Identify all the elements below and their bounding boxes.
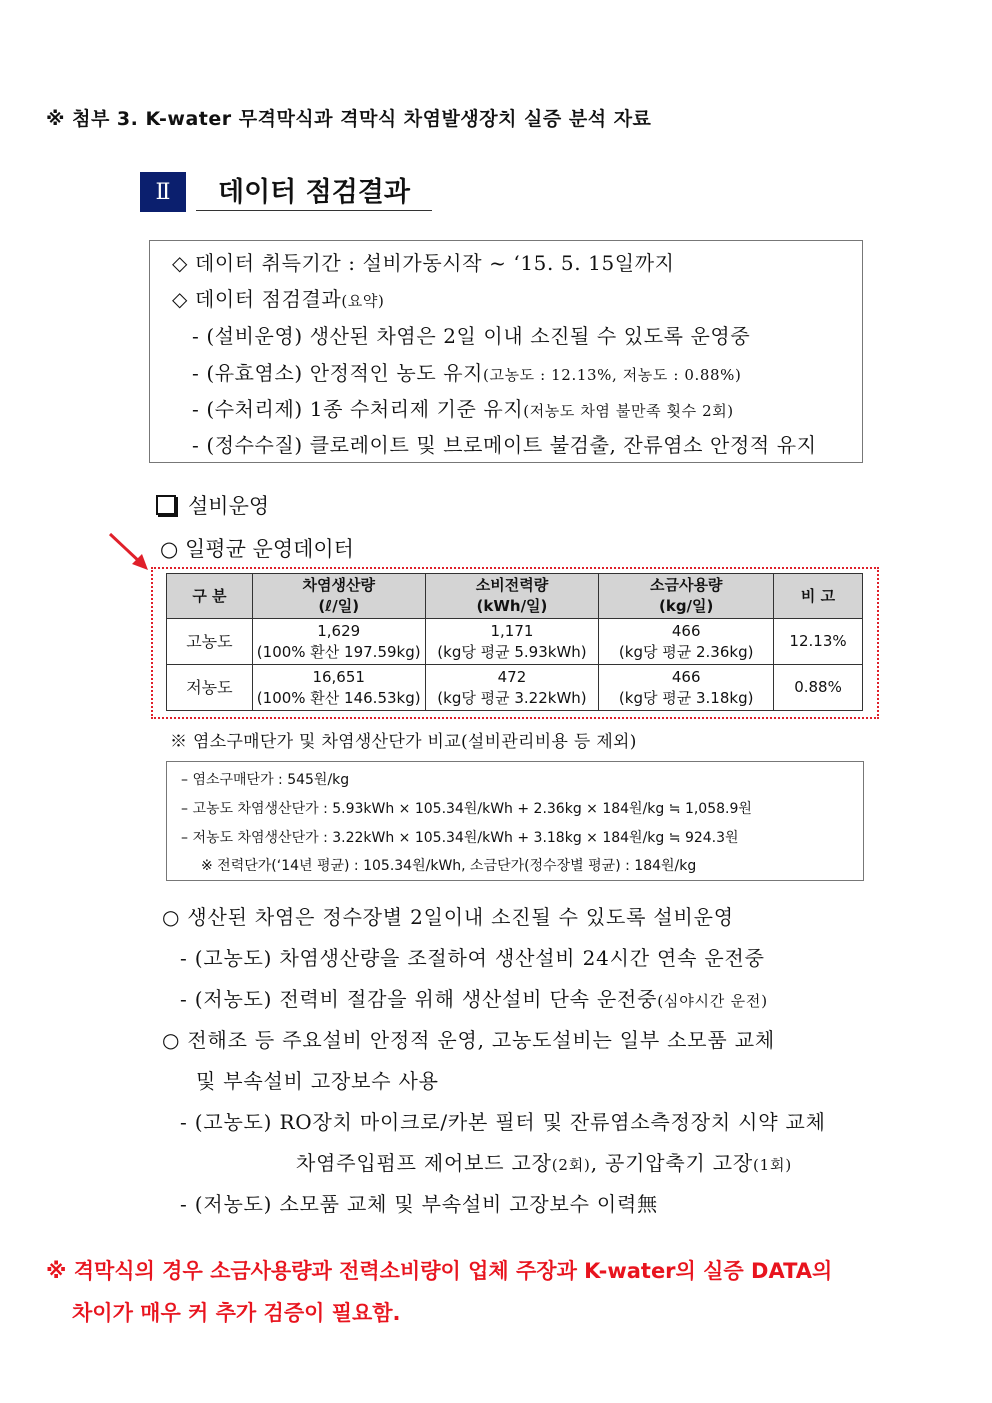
body-line-equipment: ○ 전해조 등 주요설비 안정적 운영, 고농도설비는 일부 소모품 교체 [162,1028,775,1052]
body-line-high-conc-faults [296,1147,792,1176]
header-production-label: 차염생산량 [302,576,375,594]
cell-production [252,619,425,665]
header-salt-unit: (kg/일) [658,597,714,615]
body-line-equipment-cont: 및 부속설비 고장보수 사용 [196,1069,439,1093]
header-power [425,574,599,619]
warning-line-1: ※ 격막식의 경우 소금사용량과 전력소비량이 업체 주장과 K-water의 실증 DATA의 [46,1259,833,1283]
section-title: 데이터 점검결과 [218,177,410,208]
fault-pump-count: (2회) [551,1156,591,1174]
attachment-title: ※ 첨부 3. K-water 무격막식과 격막식 차염발생장치 실증 분석 자료 [46,108,652,130]
summary-treatment-text: - (수처리제) 1종 수처리제 기준 유지 [192,397,524,421]
summary-line-operation: - (설비운영) 생산된 차염은 2일 이내 소진될 수 있도록 운영중 [192,324,751,348]
salt-value: 466 [671,621,701,640]
production-value: 16,651 [312,667,365,686]
body-line-operation: ○ 생산된 차염은 정수장별 2일이내 소진될 수 있도록 설비운영 [162,905,734,929]
calculation-box [166,761,864,881]
calc-line-high-conc: – 고농도 차염생산단가 : 5.93kWh × 105.34원/kWh + 2.36kg × 184원/kg ≒ 1,058.9원 [181,801,752,817]
header-note-label: 비 고 [800,586,836,605]
salt-value: 466 [671,667,701,686]
summary-results-note: (요약) [341,292,385,310]
power-sub: (kg당 평균 5.93kWh) [437,642,587,661]
ops-data-table [166,573,863,711]
production-value: 1,629 [317,621,361,640]
summary-results-text: ◇ 데이터 점검결과 [172,287,342,311]
header-production-unit: (ℓ/일) [318,597,360,615]
calc-line-unit-prices: ※ 전력단가(‘14년 평균) : 105.34원/kWh, 소금단가(정수장별 평균) : 184원/kg [201,858,697,874]
header-salt [599,574,774,619]
header-note [774,574,863,619]
body-line-low-conc [180,983,768,1012]
summary-line-treatment [192,393,734,422]
ops-heading [156,490,269,520]
body-line-low-conc-maint: - (저농도) 소모품 교체 및 부속설비 고장보수 이력無 [180,1192,658,1216]
table-row [167,619,863,665]
header-category-label: 구 분 [192,586,227,605]
cell-note: 0.88% [774,665,863,711]
power-sub: (kg당 평균 3.22kWh) [437,688,587,707]
row-label: 고농도 [167,619,253,665]
salt-sub: (kg당 평균 2.36kg) [618,642,754,661]
body-low-conc-text: - (저농도) 전력비 절감을 위해 생산설비 단속 운전중 [180,987,658,1011]
warning-line-2: 차이가 매우 커 추가 검증이 필요함. [72,1301,401,1325]
header-power-label: 소비전력량 [475,576,549,594]
red-arrow-icon [104,530,154,576]
header-salt-label: 소금사용량 [649,576,723,594]
summary-line-period: ◇ 데이터 취득기간 : 설비가동시작 ~ ‘15. 5. 15일까지 [172,251,675,275]
summary-line-chlorine [192,357,741,386]
power-value: 1,171 [490,621,534,640]
price-comparison-note: ※ 염소구매단가 및 차염생산단가 비교(설비관리비용 등 제외) [170,732,637,752]
summary-line-water-quality: - (정수수질) 클로레이트 및 브로메이트 불검출, 잔류염소 안정적 유지 [192,433,817,457]
cell-production [252,665,425,711]
calc-line-low-conc: – 저농도 차염생산단가 : 3.22kWh × 105.34원/kWh + 3.18kg × 184원/kg ≒ 924.3원 [181,830,739,846]
cell-power [425,619,599,665]
power-value: 472 [497,667,527,686]
summary-treatment-note: (저농도 차염 불만족 횟수 2회) [523,402,734,420]
section-number-badge: Ⅱ [140,172,186,212]
header-category [167,574,253,619]
table-row [167,665,863,711]
fault-compressor-text: , 공기압축기 고장 [590,1151,754,1175]
checkbox-icon [156,495,176,515]
header-production [252,574,425,619]
header-power-unit: (kWh/일) [476,597,548,615]
production-sub: (100% 환산 197.59kg) [256,642,421,661]
row-label: 저농도 [167,665,253,711]
body-low-conc-note: (심야시간 운전) [657,992,768,1010]
summary-chlorine-text: - (유효염소) 안정적인 농도 유지 [192,361,484,385]
calc-line-chlorine-price: – 염소구매단가 : 545원/kg [181,772,350,788]
cell-salt [599,619,774,665]
cell-note: 12.13% [774,619,863,665]
body-line-high-conc-maint: - (고농도) RO장치 마이크로/카본 필터 및 잔류염소측정장치 시약 교체 [180,1110,826,1134]
daily-data-heading: ○ 일평균 운영데이터 [160,537,354,561]
cell-power [425,665,599,711]
table-header-row [167,574,863,619]
summary-line-results [172,283,384,312]
production-sub: (100% 환산 146.53kg) [256,688,421,707]
section-underline [196,210,432,211]
salt-sub: (kg당 평균 3.18kg) [618,688,754,707]
summary-box [149,240,863,463]
cell-salt [599,665,774,711]
summary-chlorine-note: (고농도 : 12.13%, 저농도 : 0.88%) [483,366,742,384]
body-line-high-conc: - (고농도) 차염생산량을 조절하여 생산설비 24시간 연속 운전중 [180,946,765,970]
ops-heading-label: 설비운영 [188,494,270,518]
fault-pump-text: 차염주입펌프 제어보드 고장 [296,1151,552,1175]
fault-compressor-count: (1회) [753,1156,792,1174]
